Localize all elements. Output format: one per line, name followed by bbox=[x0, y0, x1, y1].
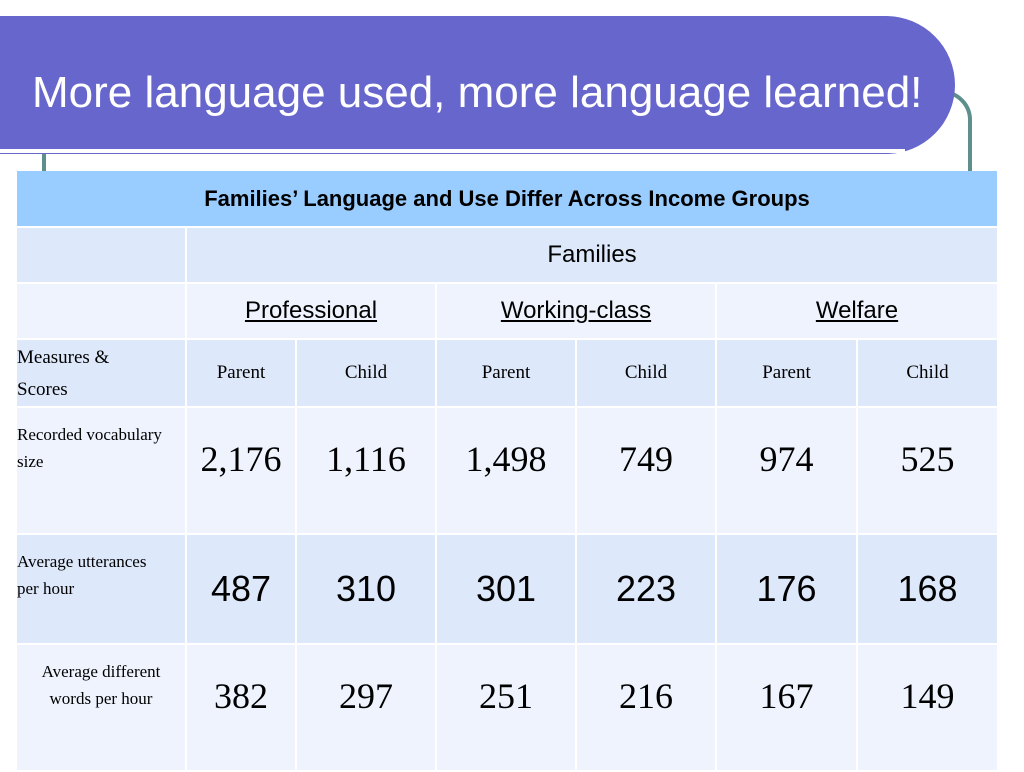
table-cell: 168 bbox=[858, 535, 999, 645]
subheader-child: Child bbox=[858, 340, 999, 408]
table-cell: 1,116 bbox=[297, 408, 437, 535]
table-cell: 167 bbox=[717, 645, 858, 772]
subheader-child: Child bbox=[297, 340, 437, 408]
table-title: Families’ Language and Use Differ Across Income Groups bbox=[17, 171, 999, 228]
empty-header-cell bbox=[17, 284, 187, 340]
table-cell: 382 bbox=[187, 645, 297, 772]
subheader-row bbox=[17, 340, 999, 408]
slide-title: More language used, more language learned! bbox=[32, 68, 923, 117]
table-cell: 297 bbox=[297, 645, 437, 772]
table-cell: 310 bbox=[297, 535, 437, 645]
group-professional: Professional bbox=[187, 284, 437, 340]
subheader-child: Child bbox=[577, 340, 717, 408]
table-row-different-words bbox=[17, 645, 999, 772]
income-groups-table bbox=[17, 171, 999, 772]
table-cell: 487 bbox=[187, 535, 297, 645]
subheader-parent: Parent bbox=[187, 340, 297, 408]
table-cell: 216 bbox=[577, 645, 717, 772]
table-cell: 525 bbox=[858, 408, 999, 535]
families-header-row bbox=[17, 228, 999, 284]
table-cell: 176 bbox=[717, 535, 858, 645]
table-cell: 149 bbox=[858, 645, 999, 772]
table-cell: 223 bbox=[577, 535, 717, 645]
row-label: Recorded vocabulary size bbox=[17, 408, 187, 535]
title-underline bbox=[0, 149, 905, 153]
table-cell: 301 bbox=[437, 535, 577, 645]
table-title-row bbox=[17, 171, 999, 228]
subheader-parent: Parent bbox=[437, 340, 577, 408]
title-banner bbox=[0, 16, 955, 154]
table-row-vocabulary bbox=[17, 408, 999, 535]
row-label: Average utterances per hour bbox=[17, 535, 187, 645]
empty-header-cell bbox=[17, 228, 187, 284]
table-row-utterances bbox=[17, 535, 999, 645]
table-cell: 251 bbox=[437, 645, 577, 772]
subheader-parent: Parent bbox=[717, 340, 858, 408]
group-working-class: Working-class bbox=[437, 284, 717, 340]
table-cell: 2,176 bbox=[187, 408, 297, 535]
table-cell: 749 bbox=[577, 408, 717, 535]
table-cell: 1,498 bbox=[437, 408, 577, 535]
row-label: Average different words per hour bbox=[17, 645, 187, 772]
measures-scores-label: Measures & Scores bbox=[17, 340, 187, 408]
table-cell: 974 bbox=[717, 408, 858, 535]
families-header: Families bbox=[187, 228, 999, 284]
group-header-row bbox=[17, 284, 999, 340]
group-welfare: Welfare bbox=[717, 284, 999, 340]
